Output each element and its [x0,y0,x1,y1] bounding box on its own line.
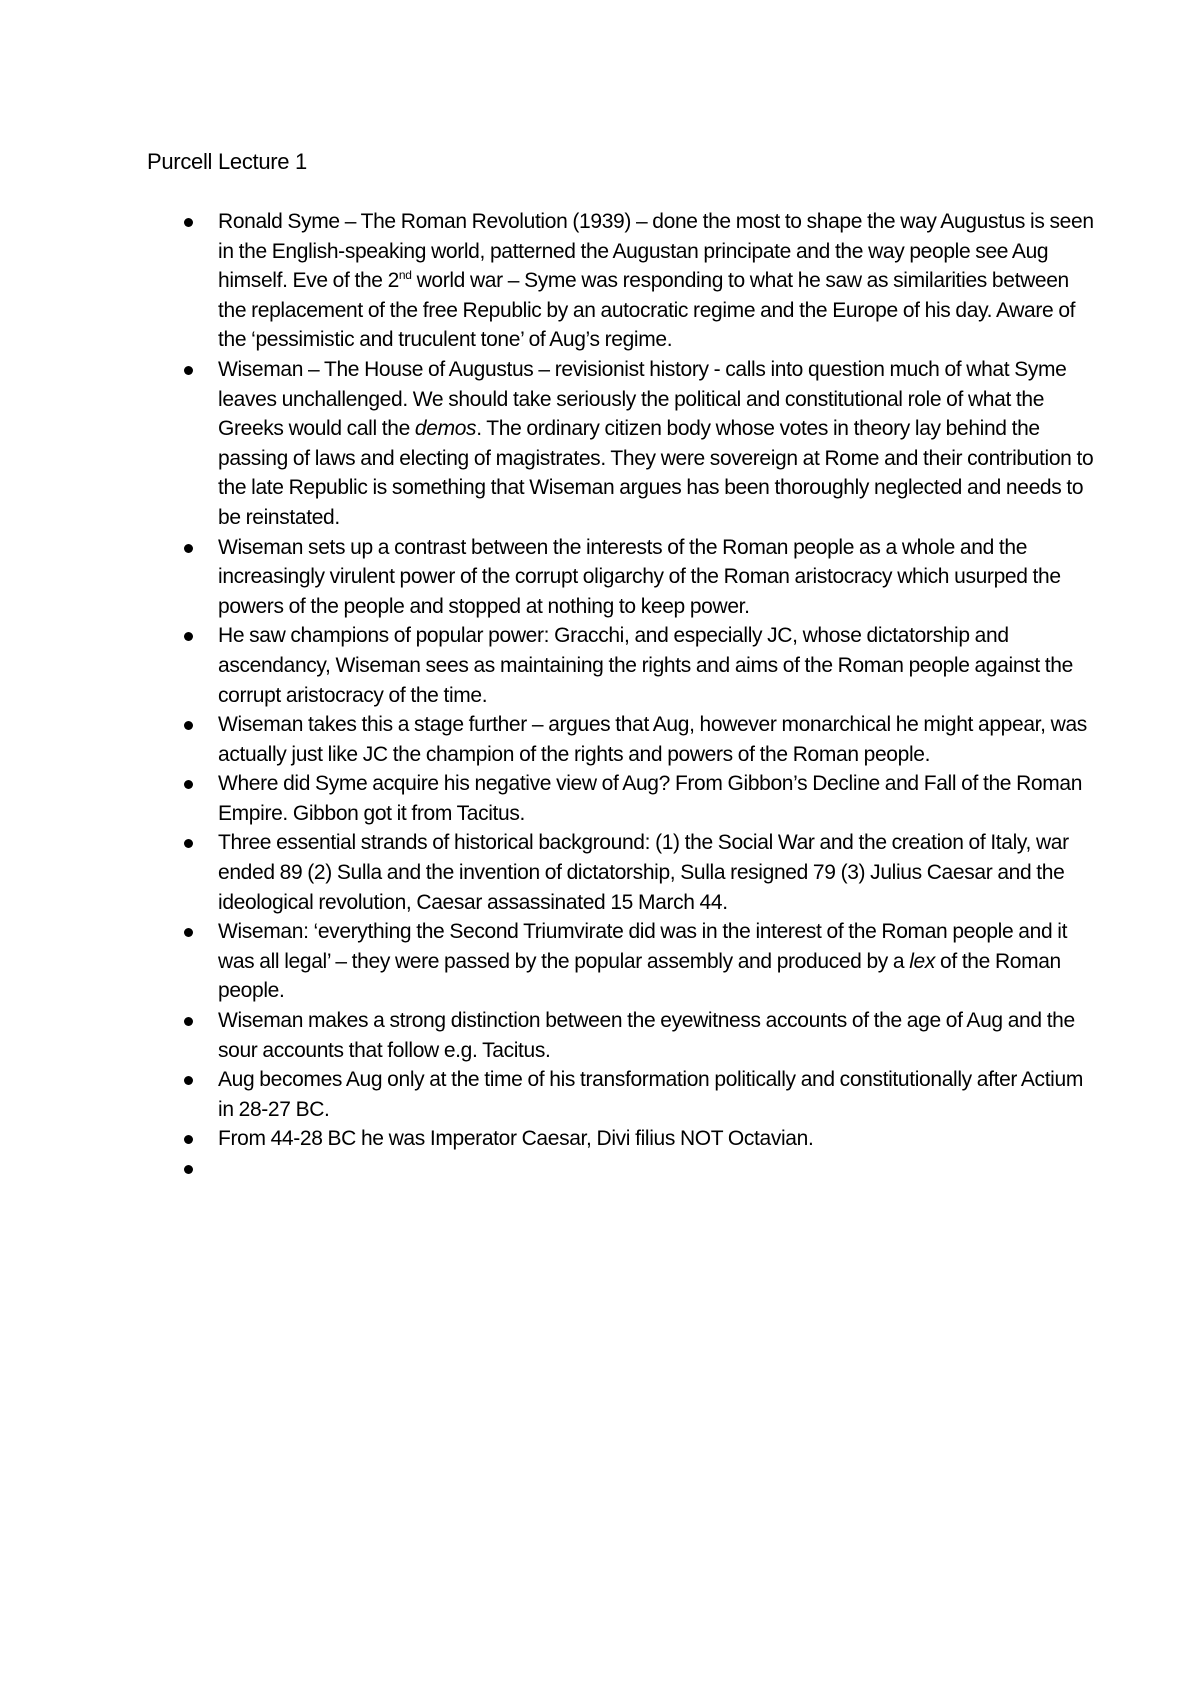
text-segment: Wiseman takes this a stage further – argues that Aug, however monarchical he might appear, was actually just like JC the champion of the rights and powers of the Roman people. [218,713,1087,766]
bullet-dot-icon [184,839,193,848]
bullet-item [218,769,1098,828]
text-segment: Wiseman sets up a contrast between the interests of the Roman people as a whole and the increasingly virulent power of the corrupt oligarchy of the Roman aristocracy which usurped the powers of the people and stopped at nothing to keep power. [218,535,1061,618]
bullet-text [218,621,1098,710]
bullet-dot-icon [184,1017,193,1026]
bullet-item [218,1124,1098,1154]
text-segment: Ronald Syme – The Roman Revolution (1939) – done the most to shape the way Augustus is seen in the English-speaking world, patterned the Augustan principate and the way people see Aug himself. Eve of the 2 [218,210,1094,293]
text-segment: He saw champions of popular power: Gracchi, and especially JC, whose dictatorship and ascendancy, Wiseman sees as maintaining the rights and aims of the Roman people against the corrupt aristocracy of the time. [218,624,1073,707]
bullet-text [218,769,1098,828]
bullet-text [218,828,1098,917]
bullet-text [218,1154,1098,1184]
italic-term: demos [414,417,477,441]
bullet-dot-icon [184,928,193,937]
bullet-text [218,1065,1098,1124]
bullet-dot-icon [184,544,193,553]
text-segment: world war – Syme was responding to what he saw as similarities between the replacement of the free Republic by an autocratic regime and the Europe of his day. Aware of the ‘pessimistic and truculent tone’ of Aug’s regime. [218,269,1076,352]
bullet-item [218,207,1098,355]
bullet-item [218,355,1098,533]
bullet-item [218,621,1098,710]
bullet-item [218,710,1098,769]
bullet-text [218,917,1098,1006]
bullet-dot-icon [184,780,193,789]
text-segment: Wiseman: ‘everything the Second Triumvirate did was in the interest of the Roman people and it was all legal’ – they were passed by the popular assembly and produced by a [218,920,1068,973]
text-segment: . The ordinary citizen body whose votes in theory lay behind the passing of laws and electing of magistrates. They were sovereign at Rome and their contribution to the late Republic is something that Wiseman argues has been thoroughly neglected and needs to be reinstated. [218,417,1094,529]
bullet-item [218,533,1098,622]
bullet-item [218,1065,1098,1124]
bullet-text [218,355,1098,533]
bullet-dot-icon [184,1076,193,1085]
document-title: Purcell Lecture 1 [147,149,307,174]
italic-term: lex [909,949,936,973]
bullet-text [218,207,1098,355]
bullet-dot-icon [184,366,193,375]
bullet-dot-icon [184,721,193,730]
bullet-text [218,533,1098,622]
bullet-dot-icon [184,1135,193,1144]
bullet-dot-icon [184,632,193,641]
bullet-dot-icon [184,1165,193,1174]
bullet-item [218,1006,1098,1065]
superscript: nd [398,268,412,283]
bullet-text [218,1124,1098,1154]
bullet-text [218,710,1098,769]
text-segment: Where did Syme acquire his negative view of Aug? From Gibbon’s Decline and Fall of the Roman Empire. Gibbon got it from Tacitus. [218,772,1083,825]
bullet-text [218,1006,1098,1065]
bullet-item [218,917,1098,1006]
text-segment: Wiseman – The House of Augustus – revisionist history - calls into question much of what Syme leaves unchallenged. We should take seriously the political and constitutional role of what the Greeks would call the [218,357,1067,441]
bullet-item [218,828,1098,917]
text-segment: Wiseman makes a strong distinction between the eyewitness accounts of the age of Aug and the sour accounts that follow e.g. Tacitus. [218,1009,1075,1062]
bullet-item [218,1154,1098,1184]
bullet-list [218,207,1098,1184]
text-segment: Three essential strands of historical background: (1) the Social War and the creation of Italy, war ended 89 (2) Sulla and the invention of dictatorship, Sulla resigned 79 (3) Julius Caesar and the ideological revolution, Caesar assassinated 15 March 44. [218,831,1069,914]
text-segment: of the Roman people. [218,949,1061,1003]
bullet-dot-icon [184,218,193,227]
text-segment: From 44-28 BC he was Imperator Caesar, Divi filius NOT Octavian. [218,1127,814,1151]
text-segment: Aug becomes Aug only at the time of his transformation politically and constitutionally after Actium in 28-27 BC. [218,1068,1083,1121]
